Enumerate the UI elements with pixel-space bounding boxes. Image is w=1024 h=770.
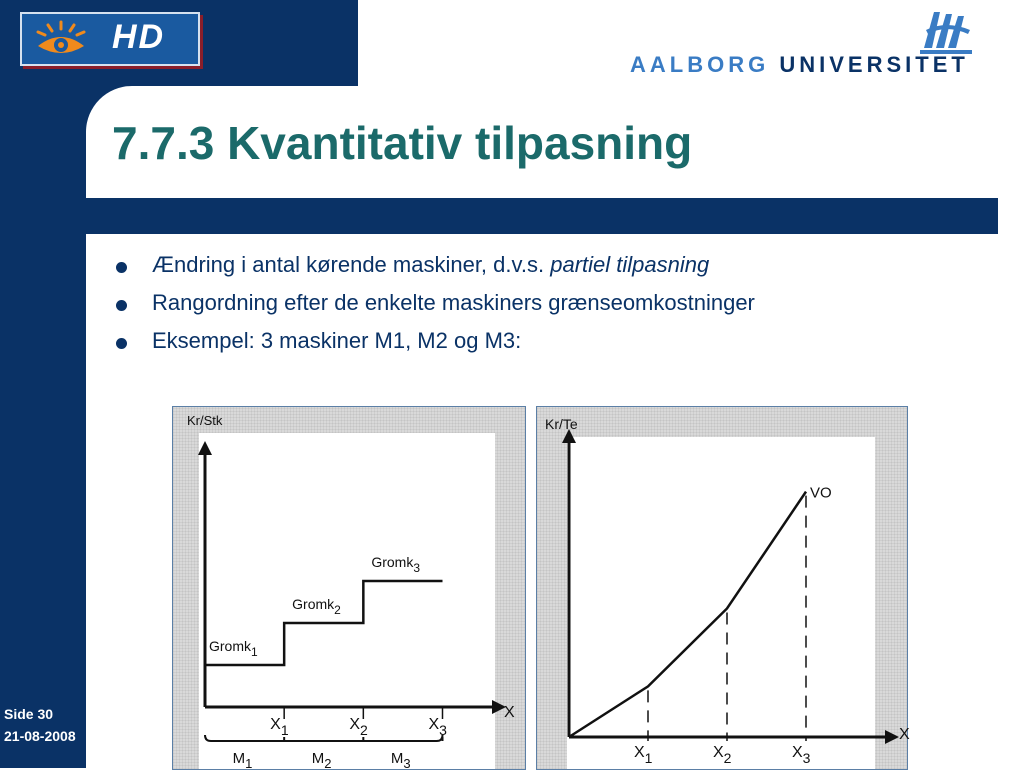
machine-label: M3 [390,750,411,770]
x-tick-label: X1 [634,744,653,766]
bullet-dot-icon [116,262,127,273]
marginal-cost-step-chart [172,406,526,770]
hd-logo [20,12,200,66]
x-tick-label: X2 [349,716,368,738]
slide-number: Side 30 [4,706,54,722]
x-tick-label: X2 [713,744,732,766]
x-axis-label: X [899,726,910,743]
page-title: 7.7.3 Kvantitativ tilpasning [112,117,693,169]
machine-label: M1 [232,750,253,770]
step-label: Gromk1 [209,638,258,659]
bullet-text: Eksempel: 3 maskiner M1, M2 og M3: [152,328,522,353]
series-label: VO [810,484,832,502]
x-axis-arrow [885,730,899,744]
vo-series-line [569,492,806,737]
bullet-list [116,252,755,366]
university-name-part1: AALBORG [630,52,770,77]
x-tick-label: X1 [270,716,289,738]
bullet-item [116,290,755,328]
bullet-text: Ændring i antal kørende maskiner, d.v.s. [152,252,551,277]
y-axis-label: Kr/Te [545,416,578,432]
bullet-dot-icon [116,300,127,311]
step-label: Gromk3 [371,554,421,575]
university-name [630,52,969,78]
hd-logo-text: HD [112,18,166,56]
bullet-item [116,328,755,366]
variable-cost-chart [536,406,908,770]
variable-cost-chart-svg [537,407,910,769]
slide-date: 21-08-2008 [4,728,76,744]
bullet-text: Rangordning efter de enkelte maskiners grænseomkostninger [152,290,755,315]
university-name-part2: UNIVERSITET [779,52,969,77]
x-tick-label: X3 [792,744,811,766]
y-axis-label: Kr/Stk [187,413,223,428]
machine-brace [205,735,443,741]
marginal-cost-step-chart-svg [173,407,525,769]
x-axis-label: X [504,704,515,721]
x-tick-label: X3 [428,716,447,738]
y-axis-arrow [198,441,212,455]
machine-label: M2 [311,750,332,770]
bullet-dot-icon [116,338,127,349]
bullet-item [116,252,755,290]
step-label: Gromk2 [292,596,341,617]
title-underline-bar [86,198,998,234]
bullet-emphasis: partiel tilpasning [550,252,710,277]
